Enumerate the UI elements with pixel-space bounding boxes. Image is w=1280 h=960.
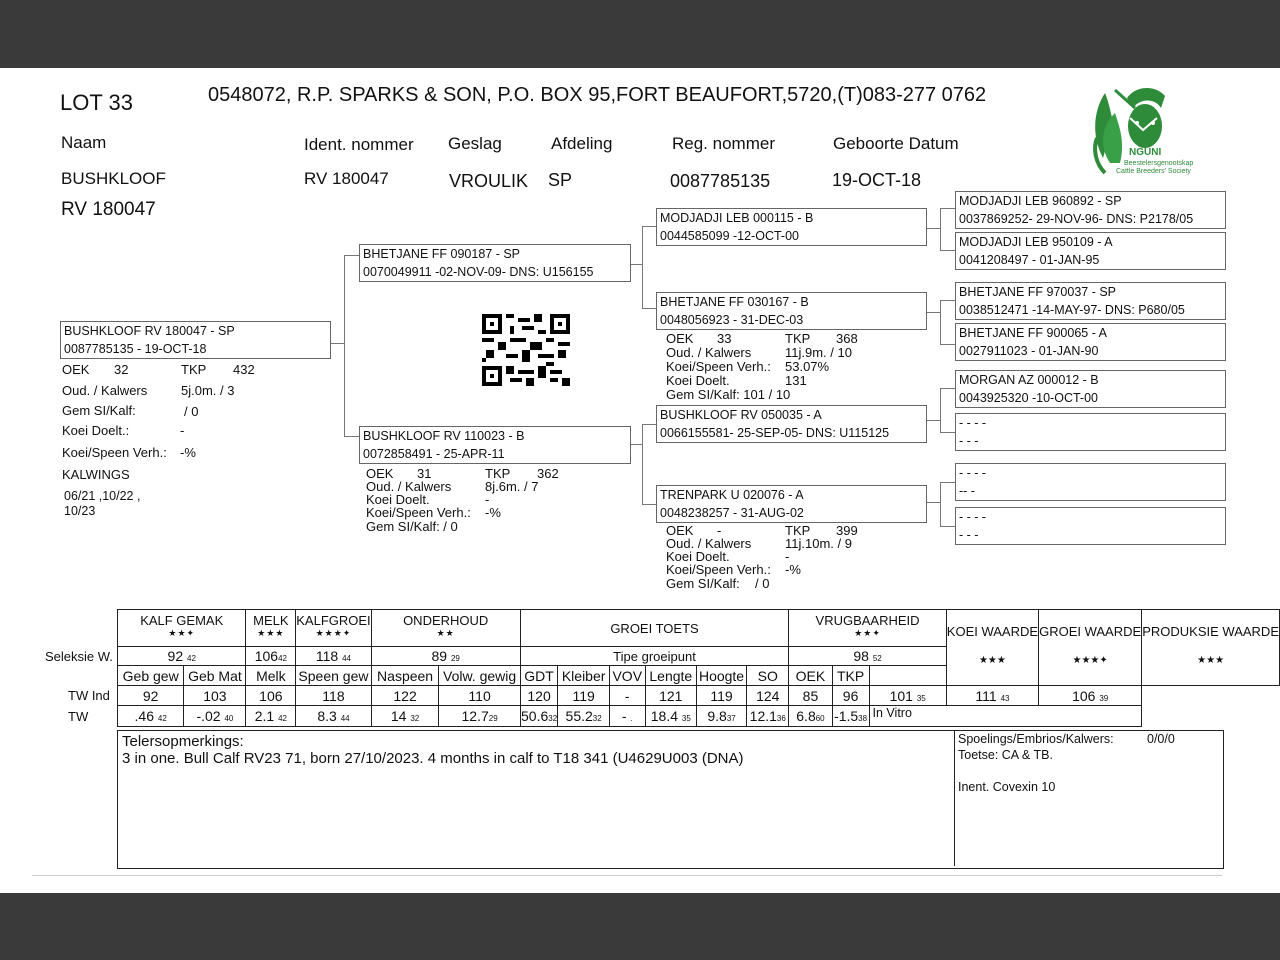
twind-cell: 92 — [118, 686, 184, 706]
tw-cell: .46 42 — [118, 706, 184, 727]
kalwings-line1: 06/21 ,10/22 , — [64, 489, 141, 503]
tw-cell: 50.632 — [520, 706, 558, 727]
remarks-divider — [954, 731, 955, 866]
row-label-tw: TW — [68, 709, 89, 724]
label-geboorte: Geboorte Datum — [833, 134, 959, 153]
pedigree-gen3 — [955, 370, 1226, 408]
connector — [630, 264, 642, 265]
rating-stars: ★★★✦ — [315, 628, 352, 638]
value-geslag: VROULIK — [449, 171, 529, 191]
performance-table — [117, 609, 1280, 727]
col-header: Geb gew — [118, 666, 184, 686]
subject-oek: 32 — [114, 362, 129, 377]
connector — [940, 482, 941, 526]
dd-oek-label: OEK — [666, 523, 694, 538]
connector — [642, 226, 643, 308]
value-geboorte: 19-OCT-18 — [832, 170, 922, 190]
subject-reg: 0087785135 - 19-OCT-18 — [64, 342, 207, 356]
tw-cell: 12.729 — [439, 706, 520, 727]
sd-tkp-label: TKP — [785, 331, 811, 346]
col-header: Lengte — [645, 666, 696, 686]
dam-tkp: 362 — [537, 466, 559, 481]
connector — [940, 526, 956, 527]
subject-tkp: 432 — [233, 362, 255, 377]
sd-name: BHETJANE FF 030167 - B — [660, 295, 809, 309]
pedigree-dam — [359, 426, 631, 464]
gen3-reg: 0038512471 -14-MAY-97- DNS: P680/05 — [959, 303, 1185, 317]
dam-oud-label: Oud. / Kalwers — [366, 479, 452, 494]
rating-stars: ★★✦ — [854, 628, 881, 638]
twind-cell: 121 — [645, 686, 696, 706]
dd-tkp-label: TKP — [785, 523, 811, 538]
rating-stars: ★★★ — [1197, 655, 1225, 666]
col-header: VOV — [609, 666, 645, 686]
logo-sub2: Cattle Breeders' Society — [1116, 168, 1191, 175]
pedigree-sire-dam — [656, 292, 927, 330]
connector — [344, 436, 360, 437]
qr-code — [482, 314, 570, 386]
sd-speen-label: Koei/Speen Verh.: — [666, 359, 771, 374]
toetse: Toetse: CA & TB. — [958, 748, 1053, 762]
gen3-name: MORGAN AZ 000012 - B — [959, 373, 1099, 387]
tw-cell: 8.3 44 — [296, 706, 371, 727]
connector — [926, 312, 940, 313]
col-header: GDT — [520, 666, 558, 686]
rating-stars: ★★★✦ — [1072, 655, 1108, 666]
gen3-reg: 0027911023 - 01-JAN-90 — [959, 344, 1099, 358]
col-header: Speen gew — [296, 666, 371, 686]
col-header: Volw. gewig — [439, 666, 520, 686]
label-afdeling: Afdeling — [551, 134, 613, 153]
dam-name: BUSHKLOOF RV 110023 - B — [363, 429, 525, 443]
twind-cell: 124 — [747, 686, 789, 706]
dam-reg: 0072858491 - 25-APR-11 — [363, 447, 505, 461]
catalogue-page — [0, 68, 1280, 893]
twind-cell: 110 — [439, 686, 520, 706]
spoelings-value: 0/0/0 — [1147, 732, 1175, 746]
subject-speen-label: Koei/Speen Verh.: — [62, 445, 167, 460]
pedigree-gen3 — [955, 232, 1226, 270]
sd-oud: 11j.9m. / 10 — [785, 345, 852, 360]
col-header: Melk — [246, 666, 296, 686]
big-id: RV 180047 — [61, 199, 156, 220]
twind-cell: 119 — [558, 686, 609, 706]
dam-tkp-label: TKP — [485, 466, 511, 481]
kalwings-line2: 10/23 — [64, 504, 96, 518]
sd-gem: Gem SI/Kalf: 101 / 10 — [666, 387, 791, 402]
pedigree-gen3 — [955, 191, 1226, 229]
connector — [940, 208, 956, 209]
group-onderhoud: ONDERHOUD ★★ — [371, 610, 520, 647]
pedigree-dam-dam — [656, 485, 927, 523]
row-label-twind: TW Ind — [68, 688, 110, 703]
connector — [630, 444, 642, 445]
twind-cell: - — [609, 686, 645, 706]
connector — [926, 228, 940, 229]
dd-doelt: - — [785, 549, 790, 564]
pedigree-gen3 — [955, 282, 1226, 320]
pedigree-subject — [60, 321, 331, 359]
group-melk: MELK ★★★ — [246, 610, 296, 647]
connector — [642, 226, 656, 227]
connector — [940, 300, 941, 344]
connector — [940, 344, 956, 345]
sd-oek: 33 — [717, 331, 732, 346]
dd-name: TRENPARK U 020076 - A — [660, 488, 804, 502]
ss-reg: 0044585099 -12-OCT-00 — [660, 229, 799, 243]
connector — [940, 482, 956, 483]
dam-oek: 31 — [417, 466, 432, 481]
connector — [642, 308, 656, 309]
connector — [940, 300, 956, 301]
dam-doelt-label: Koei Doelt. — [366, 492, 430, 507]
gen3-name: BHETJANE FF 970037 - SP — [959, 285, 1117, 299]
col-header: Geb Mat — [184, 666, 246, 686]
ds-reg: 0066155581- 25-SEP-05- DNS: U115125 — [660, 426, 890, 440]
rating-stars: ★★★ — [978, 655, 1006, 666]
koei-waarde-header: KOEI WAARDE ★★★ — [946, 610, 1038, 686]
tw-cell: 55.232 — [558, 706, 609, 727]
dam-gem: Gem SI/Kalf: / 0 — [366, 519, 458, 534]
connector — [940, 388, 941, 432]
tw-cell: - . — [609, 706, 645, 727]
subject-oud: 5j.0m. / 3 — [181, 383, 235, 398]
connector — [330, 343, 344, 344]
col-header: Kleiber — [558, 666, 609, 686]
koei-waarde-value: 101 35 — [869, 686, 946, 706]
dd-speen: -% — [785, 562, 801, 577]
tw-cell: -.02 40 — [184, 706, 246, 727]
row-label-seleksie: Seleksie W. — [45, 649, 113, 664]
tw-cell: 14 32 — [371, 706, 439, 727]
label-naam: Naam — [61, 133, 107, 152]
pedigree-sire — [359, 244, 631, 282]
sd-speen: 53.07% — [785, 359, 830, 374]
twind-cell: 103 — [184, 686, 246, 706]
gen3-name: MODJADJI LEB 950109 - A — [959, 235, 1113, 249]
tw-cell: 12.136 — [747, 706, 789, 727]
pedigree-sire-sire — [656, 208, 927, 246]
gen3-reg: - - - — [959, 528, 979, 542]
seleksie-kalf-gemak: 92 42 — [118, 647, 246, 666]
twind-cell: 106 — [246, 686, 296, 706]
sd-doelt: 131 — [785, 373, 807, 388]
group-kalf-gemak: KALF GEMAK ★★✦ — [118, 610, 246, 647]
subject-tkp-label: TKP — [181, 362, 207, 377]
seleksie-melk: 10642 — [246, 647, 296, 666]
dd-tkp: 399 — [836, 523, 858, 538]
sd-tkp: 368 — [836, 331, 858, 346]
dd-oud-label: Oud. / Kalwers — [666, 536, 752, 551]
group-groei-toets: GROEI TOETS — [520, 610, 789, 647]
subject-oud-label: Oud. / Kalwers — [62, 383, 148, 398]
remarks-box — [117, 730, 1224, 869]
produksie-waarde-value: 106 39 — [1039, 686, 1142, 706]
logo-sub1: Beestelersgenootskap — [1124, 160, 1194, 167]
twind-cell: 96 — [832, 686, 869, 706]
value-reg: 0087785135 — [670, 171, 771, 191]
seleksie-vrugbaarheid: 98 52 — [789, 647, 947, 666]
tw-cell: -1.538 — [832, 706, 869, 727]
sd-oud-label: Oud. / Kalwers — [666, 345, 752, 360]
gen3-reg: 0037869252- 29-NOV-96- DNS: P2178/05 — [959, 212, 1194, 226]
col-header: Naspeen — [371, 666, 439, 686]
connector — [642, 424, 656, 425]
value-afdeling: SP — [548, 170, 573, 190]
sd-oek-label: OEK — [666, 331, 694, 346]
produksie-waarde-header: PRODUKSIE WAARDE ★★★ — [1142, 610, 1280, 686]
gen3-name: - - - - — [959, 416, 987, 430]
dam-speen: -% — [485, 505, 501, 520]
ss-name: MODJADJI LEB 000115 - B — [660, 211, 814, 225]
gen3-reg: 0041208497 - 01-JAN-95 — [959, 253, 1100, 267]
subject-gem-label: Gem SI/Kalf: — [62, 403, 136, 418]
pedigree-gen3 — [955, 413, 1226, 451]
pedigree-gen3 — [955, 323, 1226, 361]
kalwings-label: KALWINGS — [62, 467, 130, 482]
value-naam: BUSHKLOOF — [61, 169, 166, 188]
connector — [940, 388, 956, 389]
col-header: OEK — [789, 666, 832, 686]
gen3-reg: 0043925320 -10-OCT-00 — [959, 391, 1098, 405]
col-header: SO — [747, 666, 789, 686]
owner-line: 0548072, R.P. SPARKS & SON, P.O. BOX 95,FORT BEAUFORT,5720,(T)083-277 0762 — [208, 84, 987, 106]
ds-name: BUSHKLOOF RV 050035 - A — [660, 408, 822, 422]
value-ident: RV 180047 — [304, 169, 389, 188]
dam-oek-label: OEK — [366, 466, 394, 481]
label-ident: Ident. nommer — [304, 135, 414, 154]
dd-oek: - — [717, 523, 722, 538]
group-vrugbaarheid: VRUGBAARHEID ★★✦ — [789, 610, 947, 647]
remarks-title: Telersopmerkings: — [122, 733, 244, 750]
gen3-name: - - - - — [959, 466, 987, 480]
dd-speen-label: Koei/Speen Verh.: — [666, 562, 771, 577]
twind-cell: 85 — [789, 686, 832, 706]
rating-stars: ★★ — [436, 628, 455, 638]
divider — [32, 875, 1222, 876]
gen3-name: MODJADJI LEB 960892 - SP — [959, 194, 1122, 208]
subject-name: BUSHKLOOF RV 180047 - SP — [64, 324, 235, 338]
dd-gem-label: Gem SI/Kalf: — [666, 576, 740, 591]
pedigree-gen3 — [955, 463, 1226, 501]
sd-doelt-label: Koei Doelt. — [666, 373, 730, 388]
tw-cell: 9.837 — [696, 706, 746, 727]
connector — [940, 250, 956, 251]
subject-speen: -% — [180, 445, 196, 460]
connector — [940, 208, 941, 250]
connector — [642, 424, 643, 504]
rating-stars: ★★★ — [257, 628, 285, 638]
seleksie-kalfgroei: 118 44 — [296, 647, 371, 666]
connector — [344, 255, 360, 256]
sire-name: BHETJANE FF 090187 - SP — [363, 247, 521, 261]
dd-oud: 11j.10m. / 9 — [785, 536, 852, 551]
pedigree-dam-sire — [656, 405, 927, 443]
subject-oek-label: OEK — [62, 362, 90, 377]
connector — [926, 502, 940, 503]
groei-waarde-header: GROEI WAARDE ★★★✦ — [1039, 610, 1142, 686]
dam-doelt: - — [485, 492, 490, 507]
inent: Inent. Covexin 10 — [958, 780, 1056, 794]
twind-cell: 119 — [696, 686, 746, 706]
subject-gem: / 0 — [184, 404, 199, 419]
tw-cell: 2.1 42 — [246, 706, 296, 727]
dd-reg: 0048238257 - 31-AUG-02 — [660, 506, 804, 520]
dam-speen-label: Koei/Speen Verh.: — [366, 505, 471, 520]
tw-cell: 6.860 — [789, 706, 832, 727]
twind-cell: 118 — [296, 686, 371, 706]
sire-reg: 0070049911 -02-NOV-09- DNS: U156155 — [363, 265, 594, 279]
label-geslag: Geslag — [448, 134, 502, 153]
sd-reg: 0048056923 - 31-DEC-03 — [660, 313, 804, 327]
gen3-name: - - - - — [959, 510, 987, 524]
connector — [940, 432, 956, 433]
groei-waarde-value: 111 43 — [946, 686, 1038, 706]
col-header: Hoogte — [696, 666, 746, 686]
in-vitro: In Vitro — [869, 706, 1142, 727]
spoelings-label: Spoelings/Embrios/Kalwers: — [958, 732, 1114, 746]
lot-number: LOT 33 — [60, 90, 133, 115]
remarks-text: 3 in one. Bull Calf RV23 71, born 27/10/2023. 4 months in calf to T18 341 (U4629U003 (DNA) — [122, 750, 744, 767]
logo-text: NGUNI — [1129, 147, 1162, 158]
seleksie-onderhoud: 89 29 — [371, 647, 520, 666]
tipe-groeipunt: Tipe groeipunt — [520, 647, 789, 666]
pedigree-gen3 — [955, 507, 1226, 545]
tw-cell: 18.4 35 — [645, 706, 696, 727]
col-header: TKP — [832, 666, 869, 686]
rating-stars: ★★✦ — [168, 628, 196, 638]
twind-cell: 120 — [520, 686, 558, 706]
dd-doelt-label: Koei Doelt. — [666, 549, 730, 564]
label-reg: Reg. nommer — [672, 134, 775, 153]
connector — [642, 504, 656, 505]
twind-cell: 122 — [371, 686, 439, 706]
connector — [926, 420, 940, 421]
gen3-reg: -- - — [959, 484, 975, 498]
subject-doelt: - — [180, 423, 185, 438]
gen3-name: BHETJANE FF 900065 - A — [959, 326, 1107, 340]
dd-gem: / 0 — [755, 576, 770, 591]
group-kalfgroei: KALFGROEI ★★★✦ — [296, 610, 371, 647]
subject-doelt-label: Koei Doelt.: — [62, 423, 130, 438]
connector — [344, 255, 345, 436]
dam-oud: 8j.6m. / 7 — [485, 479, 539, 494]
gen3-reg: - - - — [959, 434, 979, 448]
